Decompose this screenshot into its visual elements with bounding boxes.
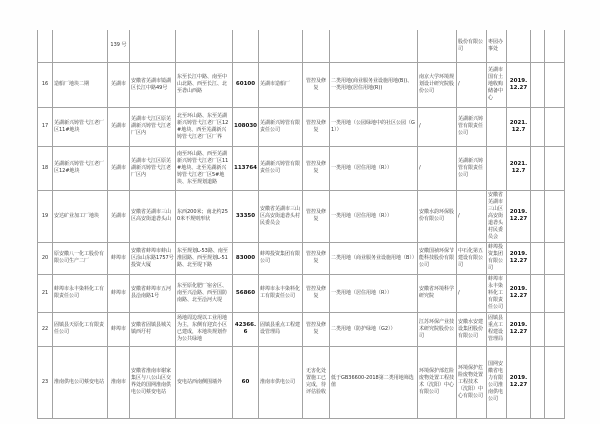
table-cell [531, 107, 545, 146]
table-cell: 蚌埠市永丰染料化工有限责任公司 [53, 274, 108, 312]
table-cell: 芜湖新兴铸管弋江老厂区11#地块 [53, 107, 108, 146]
table-cell: 56860 [233, 274, 259, 312]
table-cell: 二类用地（商业服务业设施用地（B）） [330, 242, 418, 274]
table-cell [545, 274, 565, 312]
table-row [38, 62, 565, 107]
table-cell [507, 30, 531, 62]
table-cell: 江苏环保产业技术研究院股份公司 [418, 312, 457, 346]
table-cell: 管控及修复 [303, 62, 330, 107]
table-cell: 芜湖新兴铸管有限责任公司 [457, 146, 487, 190]
table-cell: 东西200米；南北约250米不规则形状 [176, 190, 233, 242]
table-cell: 2019.12.27 [507, 274, 531, 312]
table-cell: 安徽省固镇县城关镇西圩村 [130, 312, 176, 346]
table-row [38, 242, 565, 274]
table-row [38, 312, 565, 346]
table-cell: 60 [233, 346, 259, 418]
table-row [38, 30, 565, 62]
table-cell: 2021.12.7 [507, 107, 531, 146]
table-cell [545, 346, 565, 418]
table-cell: 芜湖新兴铸管有限责任公司 [457, 107, 487, 146]
table-cell: 造船厂地块二期 [53, 62, 108, 107]
table-cell [176, 30, 233, 62]
table-cell: 国网安徽省电力有限公司淮南供电公司 [487, 346, 507, 418]
table-cell: 2019.12.27 [507, 242, 531, 274]
table-cell: 环境保护危险废物处置工程技术（沈阳）中心有限公司 [457, 346, 487, 418]
table-cell [531, 146, 545, 190]
table-cell: 淮南市 [108, 346, 130, 418]
table-cell: 安徽省蚌埠市蚌山区涂山东路1757号投资大厦 [130, 242, 176, 274]
table-cell [487, 107, 507, 146]
table-row [38, 146, 565, 190]
table-cell: 芜湖新兴铸管有限责任公司 [259, 146, 303, 190]
table-cell: 2019.12.27 [507, 190, 531, 242]
table-cell [531, 274, 545, 312]
table-cell: / [418, 107, 457, 146]
table-cell: 一类用地（居住用地（R）） [330, 190, 418, 242]
table-body [38, 30, 565, 418]
table-cell: 2021.12.7 [507, 146, 531, 190]
table-cell: 低于GB36600-2018第二类用地筛选值 [330, 346, 418, 418]
table-cell: / [457, 62, 487, 107]
table-cell [545, 242, 565, 274]
table-cell: 场地周边现以工业用地为主，东侧有迎宾小区已建成，本地块规划作为公共绿地 [176, 312, 233, 346]
table-cell: 芜湖新兴铸管有限责任公司 [259, 107, 303, 146]
table-cell [531, 30, 545, 62]
table-cell: 淮南供电公司蔡变电站 [53, 346, 108, 418]
table-cell: 东至长江中路、南至中山北路、西至长江、北至砻山西路 [176, 62, 233, 107]
table-cell: 南至环山路、西至芜湖新兴铸管弋江老厂区11#地块、北至芜湖新兴铸管弋江老厂区5#地块、东至规划道路 [176, 146, 233, 190]
table-cell: 113764 [233, 146, 259, 190]
table-cell: 安徽省环境科学研究院 [418, 274, 457, 312]
table-cell: 固镇县重点工程建设管理局 [487, 312, 507, 346]
table-cell: 33350 [233, 190, 259, 242]
table-row [38, 190, 565, 242]
table-cell [545, 190, 565, 242]
table-cell: 枣园办事处 [487, 30, 507, 62]
table-cell [545, 312, 565, 346]
table-cell: / [418, 146, 457, 190]
table-cell: 管控及修复 [303, 312, 330, 346]
table-cell: 108030 [233, 107, 259, 146]
table-cell: 安徽国祯环保节能科技股份有限公司 [418, 242, 457, 274]
table-row [38, 107, 565, 146]
table-cell [130, 30, 176, 62]
table-cell [545, 62, 565, 107]
table-cell [531, 190, 545, 242]
table-cell [531, 312, 545, 346]
table-cell: 安达矿业加工厂地块 [53, 190, 108, 242]
table-cell [233, 30, 259, 62]
table-cell: 蚌埠投资集团有限公司 [487, 242, 507, 274]
table-cell: 二类用地(商业服务业设施用地(B))、一类用地(居住用地(R)) [330, 62, 418, 107]
table-cell: 安徽省芜湖市镜湖区长江中路49号 [130, 62, 176, 107]
table-cell: 北至环山路、东至芜湖新兴铸管弋江老厂区12#地块、西至芜湖新兴铸管弋江老厂区厂界 [176, 107, 233, 146]
table-cell: 蚌埠市永丰染料化工有限责任公司 [259, 274, 303, 312]
table-cell: 42366.6 [233, 312, 259, 346]
table-cell: 安徽省芜湖市三山区高安街道砻头山 [130, 190, 176, 242]
table-cell: 安徽省淮南市谢家集区与八公山区交界处的国网淮南供电公司蔡变电站 [130, 346, 176, 418]
table-cell: 变电站西南侧围墙外 [176, 346, 233, 418]
table-cell [259, 30, 303, 62]
table-cell: 管控及修复 [303, 274, 330, 312]
table-cell: 安徽水安建设集团股份有限公司 [457, 312, 487, 346]
table-cell: 芜湖市弋江区原芜湖新兴铸管弋江老厂区内 [130, 146, 176, 190]
table-cell: 原安徽八一化工股份有限公司生产二厂 [53, 242, 108, 274]
table-cell [545, 146, 565, 190]
table-cell: 安徽水韵环保股份有限公司 [418, 190, 457, 242]
table-cell: 芜湖市 [108, 190, 130, 242]
table-row [38, 346, 565, 418]
table-cell: 管控及修复 [303, 107, 330, 146]
table-cell: 蚌埠市 [108, 312, 130, 346]
table-cell [487, 146, 507, 190]
table-cell [303, 30, 330, 62]
table-cell: 一类用地（居住用地（R）） [330, 274, 418, 312]
table-cell: 22 [38, 312, 53, 346]
table-cell: 18 [38, 146, 53, 190]
table-cell: 芜湖市 [108, 107, 130, 146]
table-cell: 2019.12.27 [507, 312, 531, 346]
risk-control-site-table [37, 30, 565, 419]
table-cell: 股份有限公司 [457, 30, 487, 62]
table-cell [53, 30, 108, 62]
table-cell: 南京大学环境规划设计研究院股份公司 [418, 62, 457, 107]
table-cell [531, 62, 545, 107]
table-cell: 16 [38, 62, 53, 107]
table-cell [418, 30, 457, 62]
table-cell [531, 346, 545, 418]
table-row [38, 274, 565, 312]
table-cell: 2019.12.27 [507, 346, 531, 418]
table-cell: 固镇县重点工程建设管理局 [259, 312, 303, 346]
table-cell: 一类用地（公园绿地中的社区公园（G1）） [330, 107, 418, 146]
table-cell: 安徽省芜湖市三山区高安街道砻头村民委员会 [259, 190, 303, 242]
table-cell: 蚌埠市 [108, 242, 130, 274]
table-cell: 83000 [233, 242, 259, 274]
table-cell: 中石化第五建设有限公司 [457, 242, 487, 274]
table-cell: 蚌埠投资集团有限公司 [259, 242, 303, 274]
table-cell: 安徽省芜湖市三山区高安街道砻头村民委员会 [487, 190, 507, 242]
table-cell: 23 [38, 346, 53, 418]
table-cell: 安徽省蚌埠市五河县浍南路1号 [130, 274, 176, 312]
table-cell: 2019.12.27 [507, 62, 531, 107]
table-cell: 139 号 [108, 30, 130, 62]
table-cell: 17 [38, 107, 53, 146]
table-cell: 60100 [233, 62, 259, 107]
table-cell: 东至规划L-53路、南至淮园路、西至规划L-51路、北至堤下路 [176, 242, 233, 274]
table-cell: 二类用地（防护绿地（G2）） [330, 312, 418, 346]
table-cell: 芜湖市 [108, 146, 130, 190]
table-cell: 管控及修复 [303, 242, 330, 274]
table-cell: 蚌埠市永丰染料化工有限责任公司 [487, 274, 507, 312]
table-cell: / [457, 190, 487, 242]
table-cell: 环境保护部危险废物处置工程技术（沈阳）中心有限公司 [418, 346, 457, 418]
table-cell [531, 242, 545, 274]
table-cell: 管控及修复 [303, 190, 330, 242]
table-cell: 一类用地（居住用地（R）） [330, 146, 418, 190]
table-cell: / [457, 274, 487, 312]
table-cell: 无害化处置施工已完成，待评估验收 [303, 346, 330, 418]
table-cell [545, 107, 565, 146]
table-cell [545, 30, 565, 62]
table-cell [330, 30, 418, 62]
table-cell: 芜湖市造船厂 [259, 62, 303, 107]
table-cell: 芜湖市弋江区原芜湖新兴铸管弋江老厂区内 [130, 107, 176, 146]
table-cell: 20 [38, 242, 53, 274]
table-cell: 芜湖新兴铸管弋江老厂区12#地块 [53, 146, 108, 190]
table-cell: 蚌埠市 [108, 274, 130, 312]
table-cell: 21 [38, 274, 53, 312]
table-cell: 芜湖市 [108, 62, 130, 107]
table-cell: 管控及修复 [303, 146, 330, 190]
table-cell: 芜湖市国有土地收购储备中心 [487, 62, 507, 107]
table-cell: 东至原化肥厂宿舍区、南至兴浍路、西至国防南路、北至浍河大堤 [176, 274, 233, 312]
table-cell: 淮南市供电公司 [259, 346, 303, 418]
table-cell: 固镇县天原化工有限责任公司 [53, 312, 108, 346]
table-cell [38, 30, 53, 62]
table-cell: 19 [38, 190, 53, 242]
